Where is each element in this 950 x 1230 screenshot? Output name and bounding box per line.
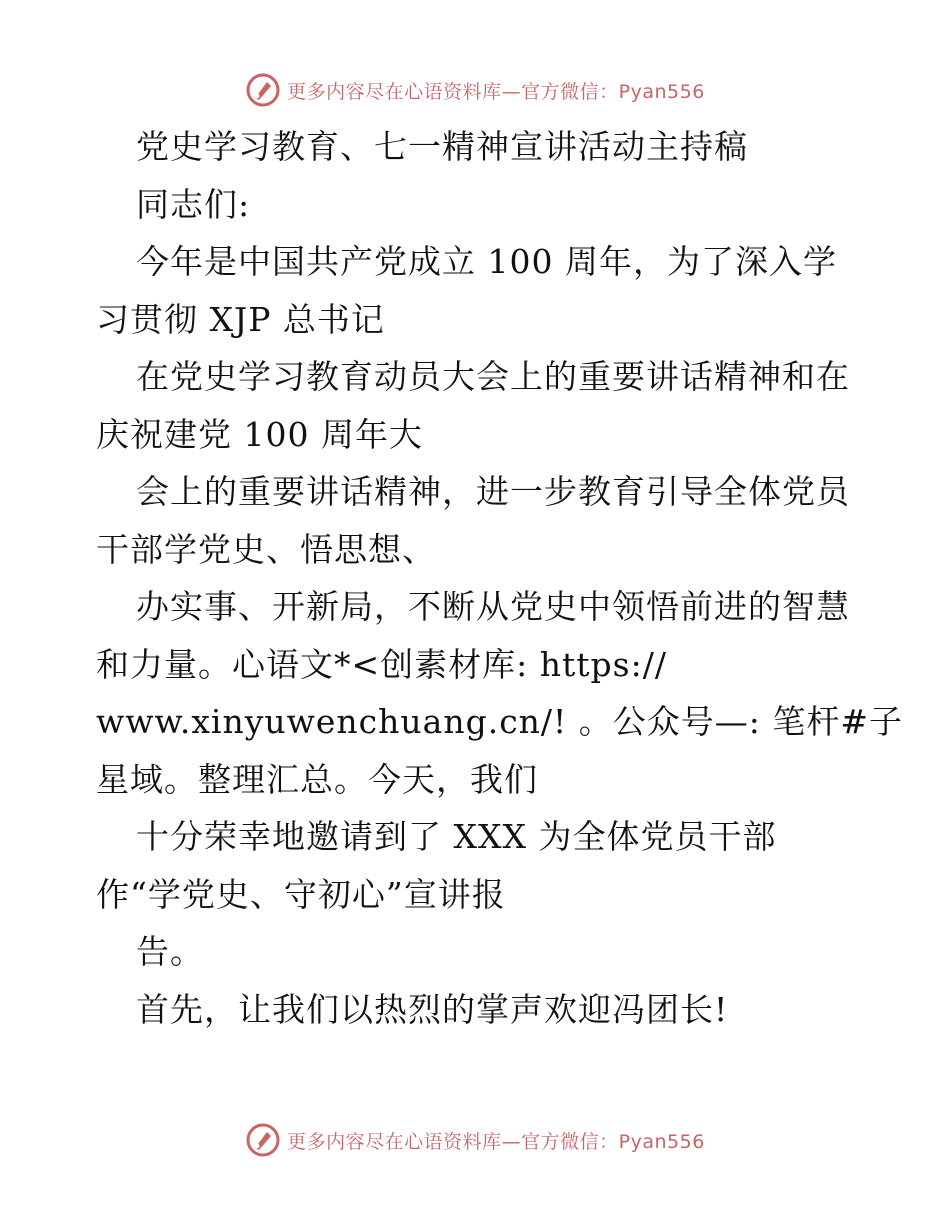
text-line: 党史学习教育、七一精神宣讲活动主持稿	[136, 127, 748, 166]
text-line: 和力量。心语文*<创素材库: https://	[96, 644, 667, 684]
text-line: 首先，让我们以热烈的掌声欢迎冯团长!	[136, 989, 729, 1029]
header-watermark	[0, 70, 950, 110]
watermark-text: 更多内容尽在心语资料库—官方微信：Pyan556	[287, 1130, 705, 1153]
document-body	[96, 118, 904, 1038]
text-line: 作“学党史、守初心”宣讲报	[96, 874, 506, 914]
text-line: 习贯彻 XJP 总书记	[96, 299, 385, 339]
pen-logo-icon	[245, 1122, 281, 1158]
text-line: 今年是中国共产党成立 100 周年，为了深入学	[136, 242, 837, 281]
watermark-text: 更多内容尽在心语资料库—官方微信：Pyan556	[287, 80, 705, 103]
pen-logo-icon	[245, 72, 281, 108]
text-line: 庆祝建党 100 周年大	[96, 414, 423, 454]
text-line: 会上的重要讲话精神，进一步教育引导全体党员	[136, 472, 850, 511]
text-line: www.xinyuwenchuang.cn/! 。公众号—: 笔杆#子	[96, 702, 904, 741]
text-line: 干部学党史、悟思想、	[96, 529, 436, 569]
text-line: 星域。整理汇总。今天，我们	[96, 759, 538, 799]
text-line: 在党史学习教育动员大会上的重要讲话精神和在	[136, 357, 850, 396]
text-line: 十分荣幸地邀请到了 XXX 为全体党员干部	[136, 817, 777, 856]
text-line: 告。	[136, 932, 204, 971]
text-line: 办实事、开新局，不断从党史中领悟前进的智慧	[136, 587, 850, 626]
footer-watermark	[0, 1120, 950, 1160]
text-line: 同志们:	[136, 184, 251, 224]
